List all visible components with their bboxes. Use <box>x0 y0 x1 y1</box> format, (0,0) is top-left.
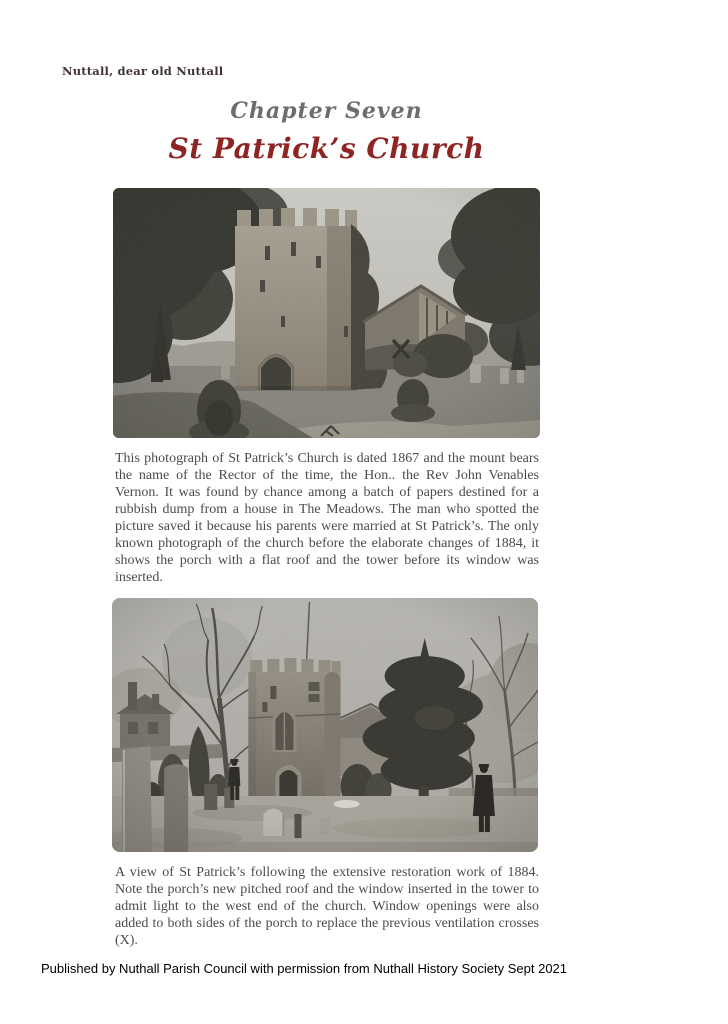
chapter-label: Chapter Seven <box>230 98 423 124</box>
paragraph-1884-photo: A view of St Patrick’s following the extensive restoration work of 1884. Note the porch’s new pitched roof and the window inserted in the tower to admit light to the west end of the church. Window openings were also added to both sides of the porch to replace the previous ventilation crosses (X). <box>115 865 539 948</box>
running-header: Nuttall, dear old Nuttall <box>62 64 224 78</box>
church-photo-1884-illustration <box>112 598 538 852</box>
heading-block <box>113 98 540 165</box>
publisher-footer: Published by Nuthall Parish Council with permission from Nuthall History Society Sept 2021 <box>41 961 568 976</box>
chapter-title: St Patrick’s Church <box>168 132 485 165</box>
church-photo-1884 <box>112 598 538 852</box>
church-photo-1867-illustration <box>113 188 540 438</box>
church-photo-1867 <box>113 188 540 438</box>
paragraph-1867-photo: This photograph of St Patrick’s Church is dated 1867 and the mount bears the name of the Rector of the time, the Hon.. the Rev John Venables Vernon. It was found by chance among a batch of papers destined for a rubbish dump from a house in The Meadows. The man who spotted the picture saved it because his parents were married at St Patrick’s. The only known photograph of the church before the elaborate changes of 1884, it shows the porch with a flat roof and the tower before its window was inserted. <box>115 451 539 585</box>
